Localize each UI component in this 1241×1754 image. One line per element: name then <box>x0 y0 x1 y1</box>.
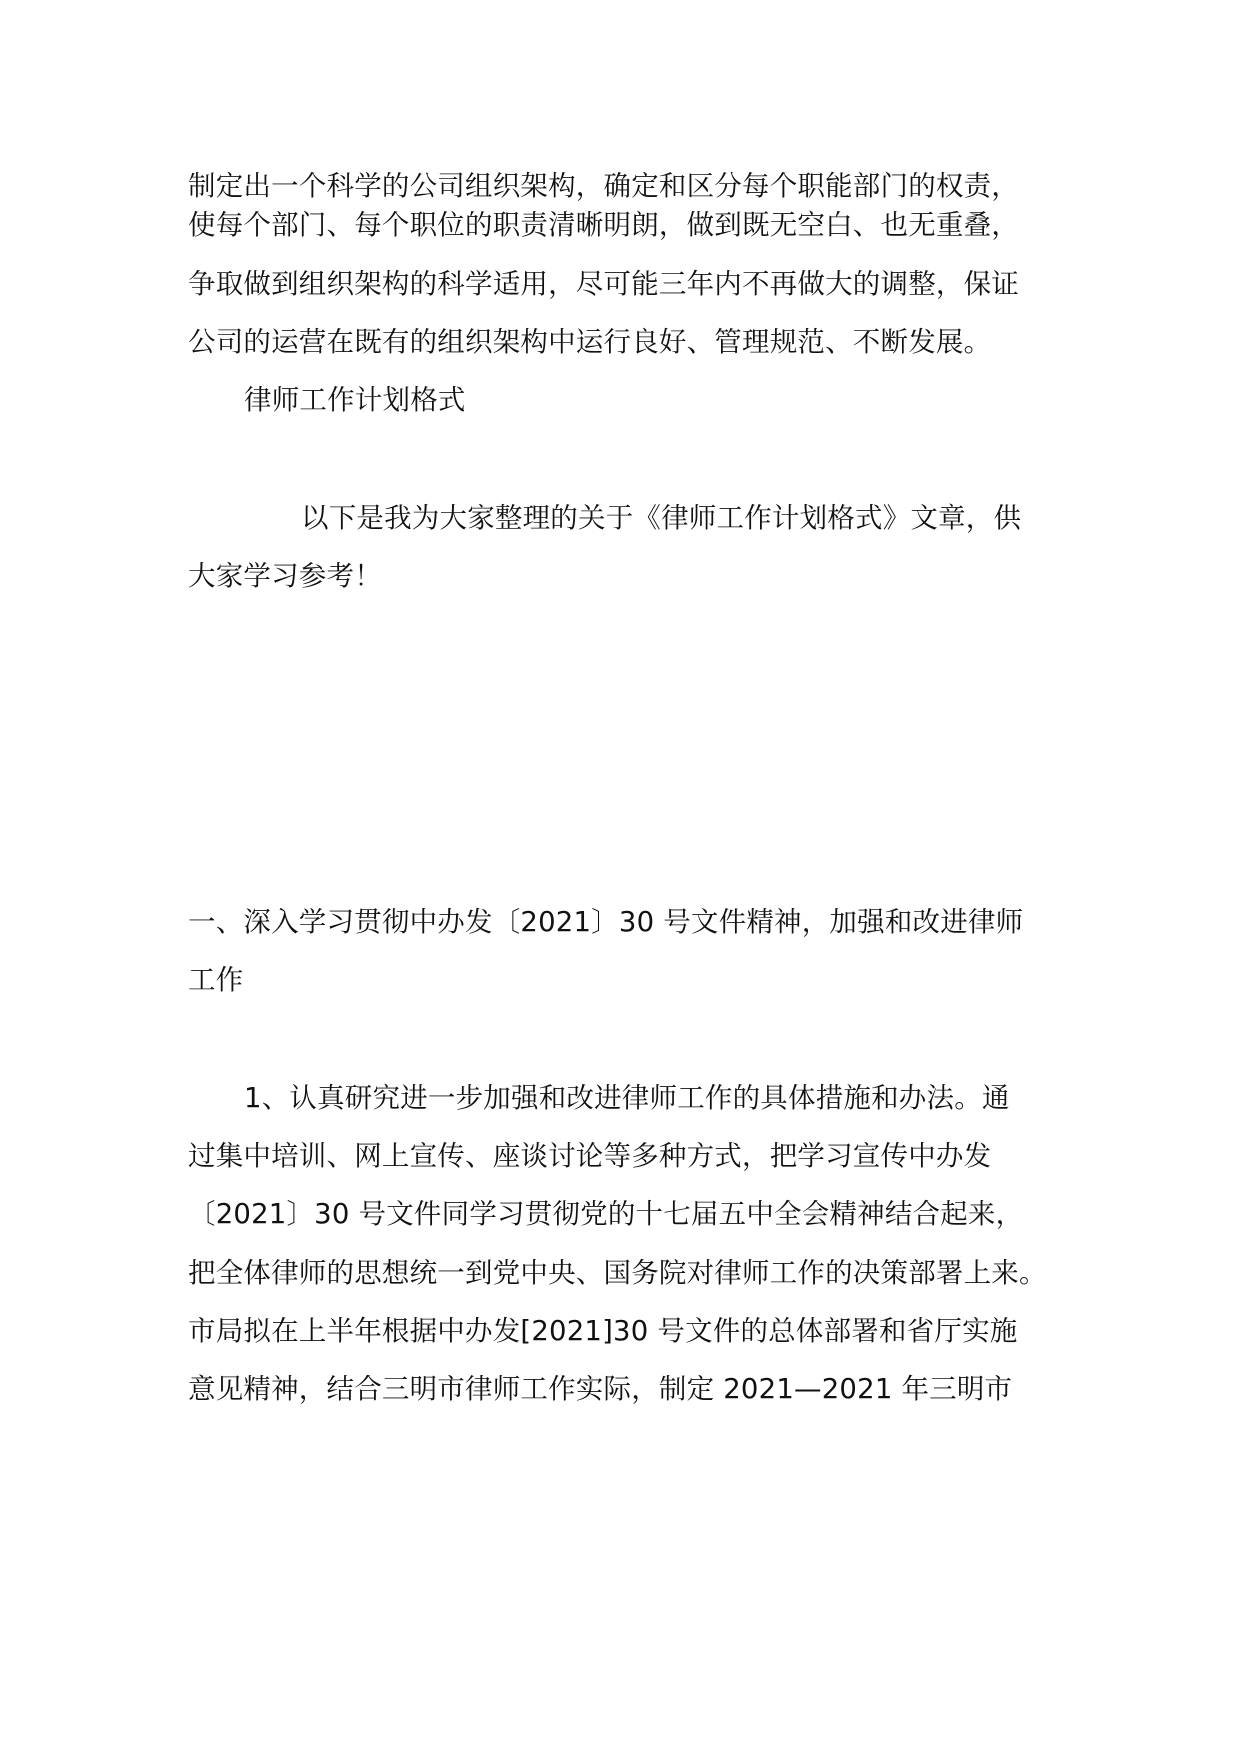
paragraph-line: 制定出一个科学的公司组织架构，确定和区分每个职能部门的权责， <box>188 170 1019 202</box>
list-item-line: 过集中培训、网上宣传、座谈讨论等多种方式，把学习宣传中办发 <box>188 1140 992 1172</box>
paragraph-line: 公司的运营在既有的组织架构中运行良好、管理规范、不断发展。 <box>188 326 992 358</box>
document-title: 律师工作计划格式 <box>244 384 466 416</box>
paragraph-line: 争取做到组织架构的科学适用，尽可能三年内不再做大的调整，保证 <box>188 268 1019 300</box>
list-item-line: 〔2021〕30 号文件同学习贯彻党的十七届五中全会精神结合起来， <box>188 1198 1024 1230</box>
paragraph-line: 使每个部门、每个职位的职责清晰明朗，做到既无空白、也无重叠， <box>188 209 1019 241</box>
intro-line: 大家学习参考！ <box>188 560 382 592</box>
list-item-line: 1、认真研究进一步加强和改进律师工作的具体措施和办法。通 <box>244 1082 1010 1114</box>
list-item-line: 市局拟在上半年根据中办发[2021]30 号文件的总体部署和省厅实施 <box>188 1315 1018 1347</box>
list-item-line: 意见精神，结合三明市律师工作实际，制定 2021—2021 年三明市 <box>188 1373 1013 1405</box>
list-item-line: 把全体律师的思想统一到党中央、国务院对律师工作的决策部署上来。 <box>188 1257 1047 1289</box>
section-heading-line: 一、深入学习贯彻中办发〔2021〕30 号文件精神，加强和改进律师 <box>188 906 1024 938</box>
section-heading-line: 工作 <box>188 964 244 996</box>
intro-line: 以下是我为大家整理的关于《律师工作计划格式》文章，供 <box>301 502 1022 534</box>
